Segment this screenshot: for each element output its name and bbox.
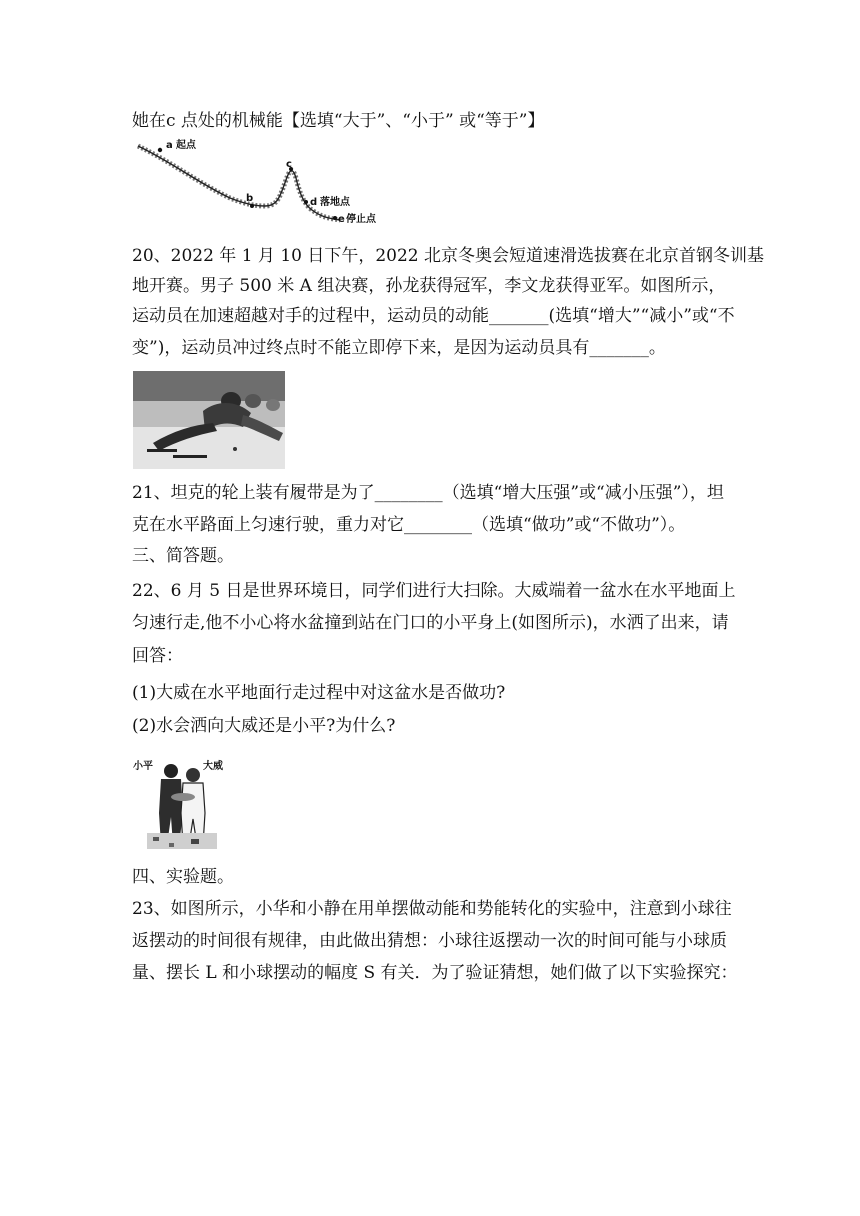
- label-landing: 落地点: [320, 197, 350, 208]
- question-23-line-2: 返摆动的时间很有规律，由此做出猜想：小球往返摆动一次的时间可能与小球质: [132, 931, 727, 951]
- label-c: c: [286, 159, 292, 170]
- question-23-line-3: 量、摆长 L 和小球摆动的幅度 S 有关．为了验证猜想，她们做了以下实验探究：: [132, 963, 738, 983]
- question-22-line-4: (1)大威在水平地面行走过程中对这盆水是否做功?: [132, 683, 506, 703]
- question-20-line-4: 变”)，运动员冲过终点时不能立即停下来，是因为运动员具有_______。: [132, 338, 666, 358]
- label-stop: 停止点: [346, 214, 376, 224]
- label-start: 起点: [176, 140, 196, 151]
- question-21-line-1: 21、坦克的轮上装有履带是为了________（选填“增大压强”或“减小压强”），坦: [132, 483, 724, 503]
- speed-skating-photo: [133, 371, 285, 469]
- label-b: b: [246, 193, 254, 204]
- label-xiaoping: 小平: [133, 761, 153, 772]
- question-22-line-3: 回答：: [132, 646, 183, 666]
- question-20-line-1: 20、2022 年 1 月 10 日下午，2022 北京冬奥会短道速滑选拔赛在北京首钢冬训基: [132, 246, 765, 266]
- text-line-c-point: 她在c 点处的机械能【选填“大于”、“小于” 或“等于”】: [132, 111, 545, 131]
- question-23-line-1: 23、如图所示，小华和小静在用单摆做动能和势能转化的实验中，注意到小球往: [132, 899, 732, 919]
- section-3-heading: 三、简答题。: [132, 546, 234, 566]
- question-22-line-1: 22、6 月 5 日是世界环境日，同学们进行大扫除。大威端着一盆水在水平地面上: [132, 581, 736, 601]
- label-a: a: [166, 140, 173, 151]
- label-d: d: [310, 197, 318, 208]
- question-21-line-2: 克在水平路面上匀速行驶，重力对它________（选填“做功”或“不做功”）。: [132, 515, 686, 535]
- section-4-heading: 四、实验题。: [132, 867, 234, 887]
- question-20-line-2: 地开赛。男子 500 米 A 组决赛，孙龙获得冠军，李文龙获得亚军。如图所示，: [132, 276, 726, 296]
- label-dawei: 大威: [203, 761, 223, 772]
- question-22-line-5: (2)水会洒向大威还是小平?为什么?: [132, 716, 396, 736]
- label-e: e: [338, 214, 345, 224]
- question-20-line-3: 运动员在加速超越对手的过程中，运动员的动能_______(选填“增大”“减小”或“不: [132, 306, 735, 326]
- question-22-line-2: 匀速行走,他不小心将水盆撞到站在门口的小平身上(如图所示)，水洒了出来，请: [132, 613, 729, 633]
- two-people-figure: [133, 755, 229, 851]
- ski-track-figure: [130, 136, 392, 224]
